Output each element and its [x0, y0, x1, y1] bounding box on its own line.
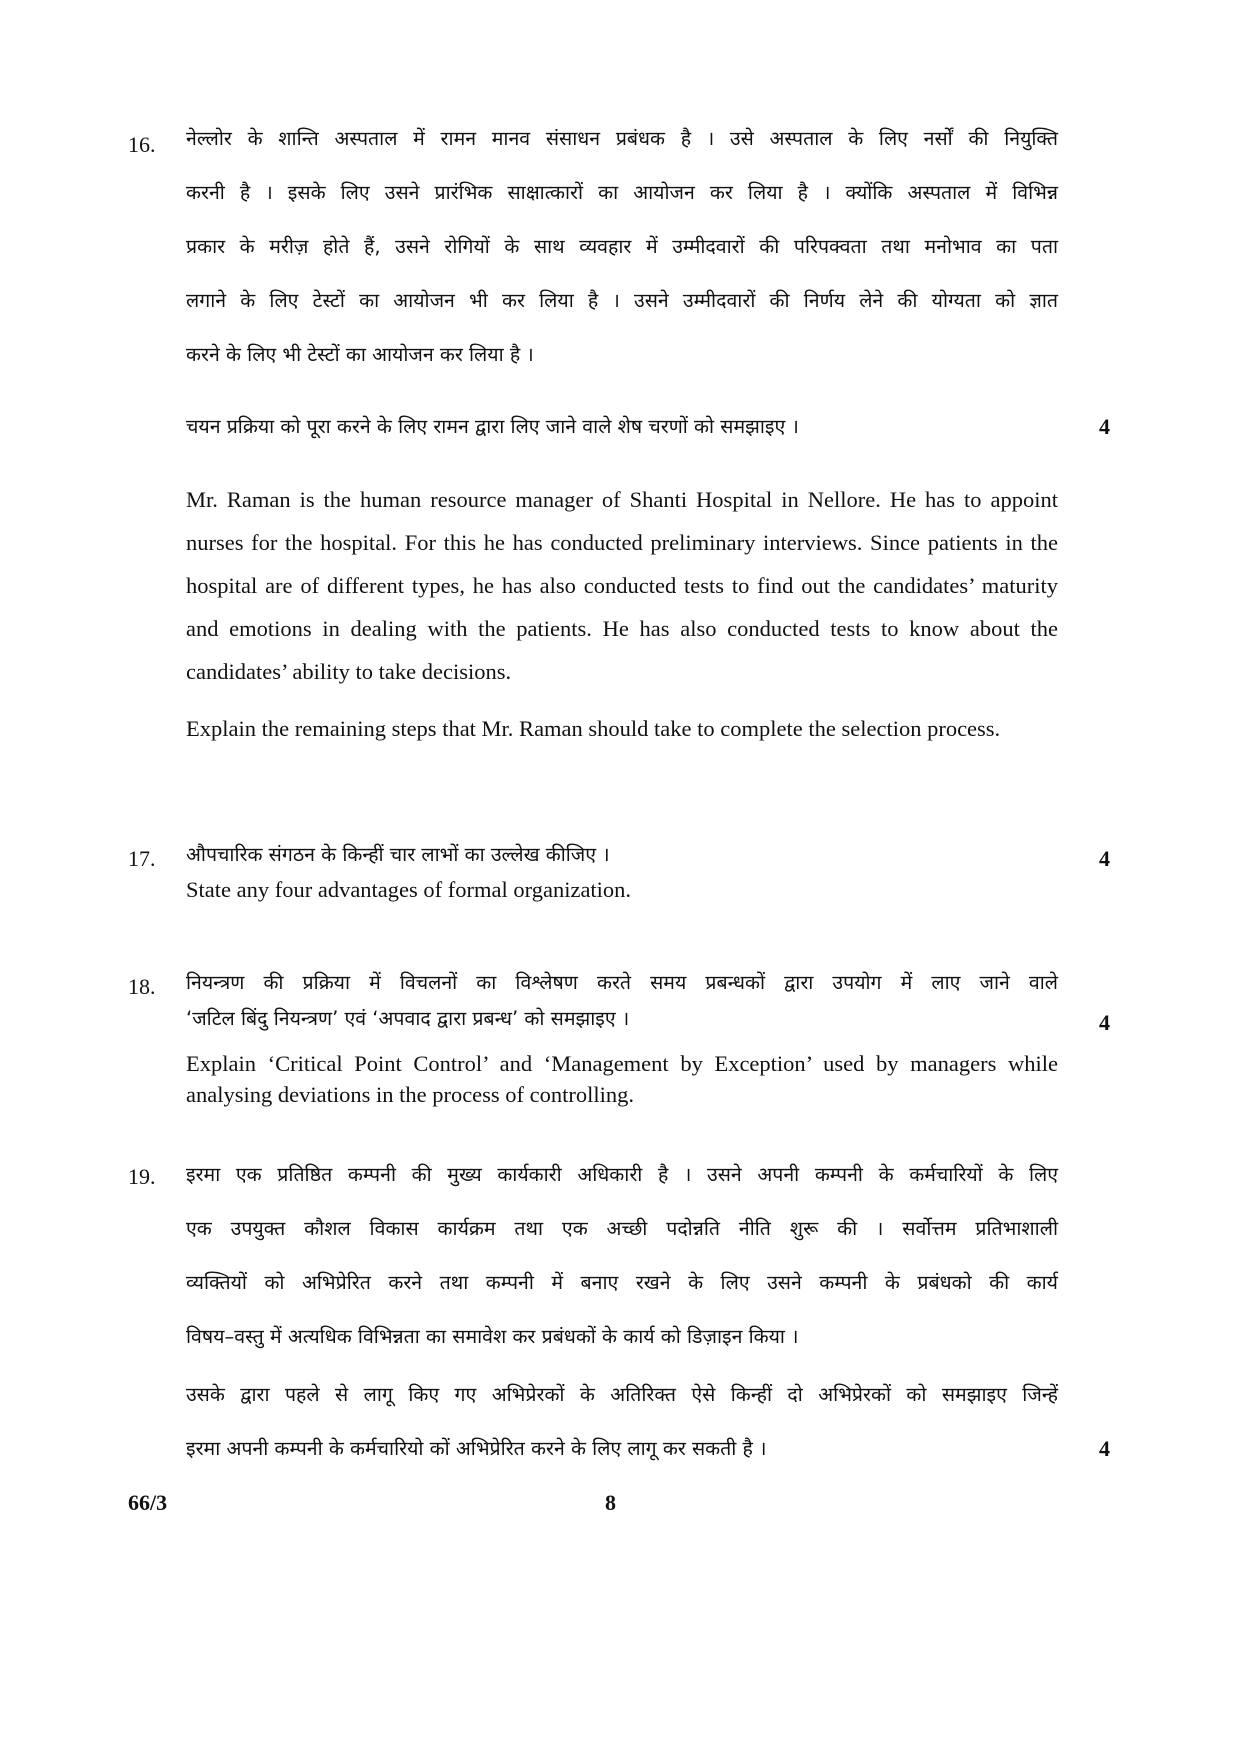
english-question: Explain the remaining steps that Mr. Raman should take to complete the selection process.: [186, 716, 1001, 741]
hindi-line: एक उपयुक्त कौशल विकास कार्यक्रम तथा एक अच्छी पदोन्नति नीति शुरू की । सर्वोत्तम प्रतिभाशाली: [186, 1217, 1058, 1240]
english-question: State any four advantages of formal organization.: [186, 877, 632, 902]
english-paragraph: Mr. Raman is the human resource manager of Shanti Hospital in Nellore. He has to appoint nurses for the hospital. For this he has conducted preliminary interviews. Since patients in the hospital are of different types, he has also conducted tests to find out the candidates’ maturity and emotions in dealing with the patients. He has also conducted tests to know about the candidates’ ability to take decisions.: [186, 487, 1058, 684]
marks: 4: [1099, 1436, 1110, 1461]
question-number: 19.: [128, 1164, 156, 1189]
hindi-line: नियन्त्रण की प्रक्रिया में विचलनों का विश्लेषण करते समय प्रबन्धकों द्वारा उपयोग में लाए जाने वाले: [186, 971, 1058, 994]
hindi-line: करनी है । इसके लिए उसने प्रारंभिक साक्षात्कारों का आयोजन कर लिया है । क्योंकि अस्पताल में विभिन्न: [186, 181, 1058, 204]
hindi-line: ‘जटिल बिंदु नियन्त्रण’ एवं ‘अपवाद द्वारा प्रबन्ध’ को समझाइए ।: [186, 1007, 630, 1030]
hindi-line: इरमा एक प्रतिष्ठित कम्पनी की मुख्य कार्यकारी अधिकारी है । उसने अपनी कम्पनी के कर्मचारियों के लिए: [186, 1163, 1058, 1186]
hindi-line: विषय–वस्तु में अत्यधिक विभिन्नता का समावेश कर प्रबंधकों के कार्य को डिज़ाइन किया ।: [186, 1325, 799, 1348]
hindi-question-line: उसके द्वारा पहले से लागू किए गए अभिप्रेरकों के अतिरिक्त ऐसे किन्हीं दो अभिप्रेरकों को समझाइए जिन्हें: [186, 1383, 1058, 1406]
english-block: [186, 478, 1058, 750]
page-number: 8: [605, 1490, 616, 1515]
marks: 4: [1099, 414, 1110, 439]
question-number: 17.: [128, 846, 156, 871]
hindi-line: नेल्लोर के शान्ति अस्पताल में रामन मानव संसाधन प्रबंधक है । उसे अस्पताल के लिए नर्सों की नियुक्ति: [186, 127, 1058, 150]
marks: 4: [1099, 846, 1110, 871]
hindi-line: करने के लिए भी टेस्टों का आयोजन कर लिया है ।: [186, 343, 534, 366]
english-question: Explain ‘Critical Point Control’ and ‘Management by Exception’ used by managers while analysing deviations in the process of controlling.: [186, 1051, 1058, 1107]
question-number: 18.: [128, 974, 156, 999]
hindi-question: चयन प्रक्रिया को पूरा करने के लिए रामन द्वारा लिए जाने वाले शेष चरणों को समझाइए ।: [186, 415, 799, 438]
hindi-question-line: इरमा अपनी कम्पनी के कर्मचारियो कों अभिप्रेरित करने के लिए लागू कर सकती है ।: [186, 1437, 767, 1460]
paper-code: 66/3: [128, 1490, 168, 1515]
hindi-question: औपचारिक संगठन के किन्हीं चार लाभों का उल्लेख कीजिए ।: [186, 843, 610, 866]
hindi-line: व्यक्तियों को अभिप्रेरित करने तथा कम्पनी में बनाए रखने के लिए उसने कम्पनी के प्रबंधको की कार्य: [186, 1271, 1058, 1294]
hindi-line: प्रकार के मरीज़ होते हैं, उसने रोगियों के साथ व्यवहार में उम्मीदवारों की परिपक्वता तथा मनोभाव का पता: [186, 235, 1058, 258]
question-number: 16.: [128, 132, 156, 157]
hindi-line: लगाने के लिए टेस्टों का आयोजन भी कर लिया है । उसने उम्मीदवारों की निर्णय लेने की योग्यता को ज्ञात: [186, 289, 1058, 312]
marks: 4: [1099, 1010, 1110, 1035]
